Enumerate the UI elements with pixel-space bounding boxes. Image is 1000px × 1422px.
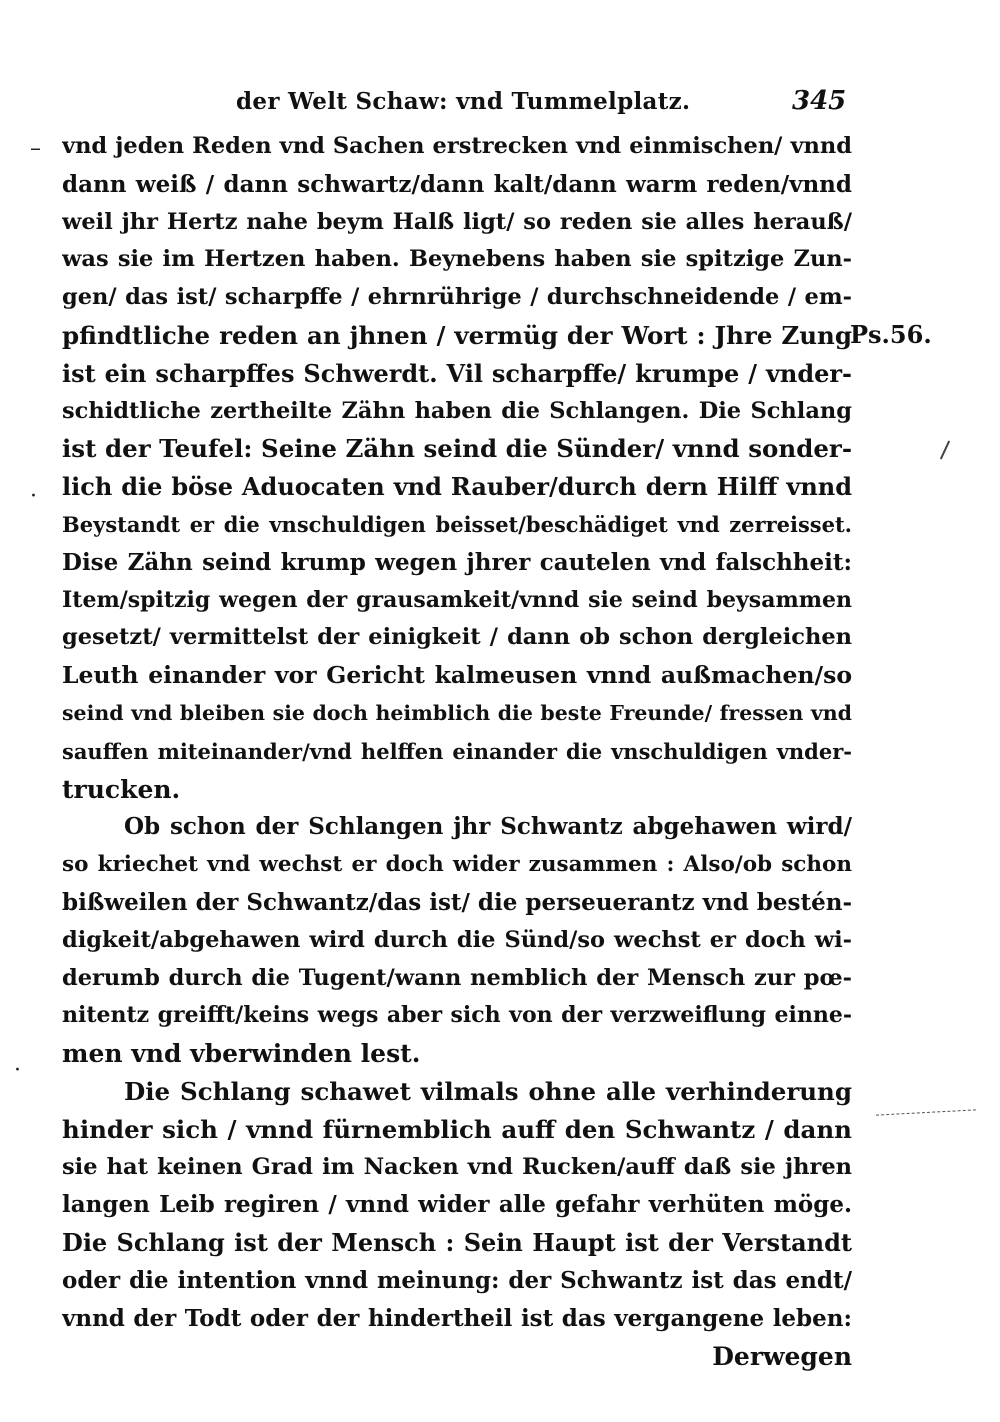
- text-line: dann weiß / dann schwartz/dann kalt/dann warm reden/vnnd: [62, 170, 852, 198]
- margin-dashed-mark: [876, 1109, 976, 1116]
- text-line: was sie im Hertzen haben. Beynebens haben sie spitzige Zun-: [62, 246, 852, 273]
- page-number: 345: [792, 86, 847, 116]
- text-line: vnnd der Todt oder der hindertheil ist das vergangene leben:: [62, 1304, 852, 1332]
- text-line: schidtliche zertheilte Zähn haben die Schlangen. Die Schlang: [62, 397, 852, 424]
- margin-tick-mark: [940, 441, 950, 460]
- running-title: der Welt Schaw: vnd Tummelplatz.: [236, 88, 691, 115]
- text-line: weil jhr Hertz nahe beym Halß ligt/ so reden sie alles herauß/: [62, 208, 852, 235]
- text-line: Die Schlang ist der Mensch : Sein Haupt ist der Verstandt: [62, 1228, 852, 1258]
- text-line: gen/ das ist/ scharpffe / ehrnrührige / durchschneidende / em-: [62, 284, 852, 311]
- margin-note-reference: Ps.56.: [850, 320, 932, 349]
- text-line: nitentz greifft/keins wegs aber sich von der verzweiflung einne-: [62, 1002, 852, 1029]
- text-line: derumb durch die Tugent/wann nemblich der Mensch zur pœ-: [62, 964, 852, 991]
- text-line: hinder sich / vnnd fürnemblich auff den Schwantz / dann: [62, 1114, 852, 1144]
- text-line: langen Leib regiren / vnnd wider alle gefahr verhüten möge.: [62, 1191, 852, 1219]
- margin-dash-mark: –: [30, 136, 41, 161]
- text-line: trucken.: [62, 774, 181, 804]
- text-line: men vnd vberwinden lest.: [62, 1039, 421, 1069]
- text-line: bißweilen der Schwantz/das ist/ die perseuerantz vnd bestén-: [62, 888, 852, 916]
- text-line: seind vnd bleiben sie doch heimblich die beste Freunde/ fressen vnd: [62, 700, 852, 725]
- margin-dot-mark: ·: [30, 484, 37, 509]
- text-line: digkeit/abgehawen wird durch die Sünd/so wechst er doch wi-: [62, 926, 852, 953]
- text-line: Beystandt er die vnschuldigen beisset/beschädiget vnd zerreisset.: [62, 511, 852, 537]
- text-line: vnd jeden Reden vnd Sachen erstrecken vnd einmischen/ vnnd: [62, 133, 852, 159]
- text-line: sauffen miteinander/vnd helffen einander die vnschuldigen vnder-: [62, 738, 852, 764]
- text-line: ist der Teufel: Seine Zähn seind die Sünder/ vnnd sonder-: [62, 434, 852, 464]
- catchword: Derwegen: [712, 1341, 852, 1371]
- text-line: Dise Zähn seind krump wegen jhrer cautelen vnd falschheit:: [62, 548, 852, 576]
- margin-dot-mark: ·: [14, 1058, 21, 1083]
- text-line: Leuth einander vor Gericht kalmeusen vnnd außmachen/so: [62, 661, 852, 690]
- text-line: sie hat keinen Grad im Nacken vnd Rucken/auff daß sie jhren: [62, 1153, 852, 1180]
- text-line: ist ein scharpffes Schwerdt. Vil scharpffe/ krumpe / vnder-: [62, 358, 852, 388]
- paragraph-start-line: Die Schlang schawet vilmals ohne alle verhinderung: [124, 1076, 852, 1106]
- text-line: Item/spitzig wegen der grausamkeit/vnnd sie seind beysammen: [62, 586, 852, 613]
- text-line: gesetzt/ vermittelst der einigkeit / dann ob schon dergleichen: [62, 624, 852, 651]
- text-line: oder die intention vnnd meinung: der Schwantz ist das endt/: [62, 1266, 852, 1294]
- paragraph-start-line: Ob schon der Schlangen jhr Schwantz abgehawen wird/: [124, 813, 852, 841]
- text-line: lich die böse Aduocaten vnd Rauber/durch dern Hilff vnnd: [62, 472, 852, 502]
- text-line: so kriechet vnd wechst er doch wider zusammen : Also/ob schon: [62, 852, 852, 878]
- text-line: pfindtliche reden an jhnen / vermüg der Wort : Jhre Zung: [62, 320, 852, 350]
- body-text: [62, 128, 852, 1375]
